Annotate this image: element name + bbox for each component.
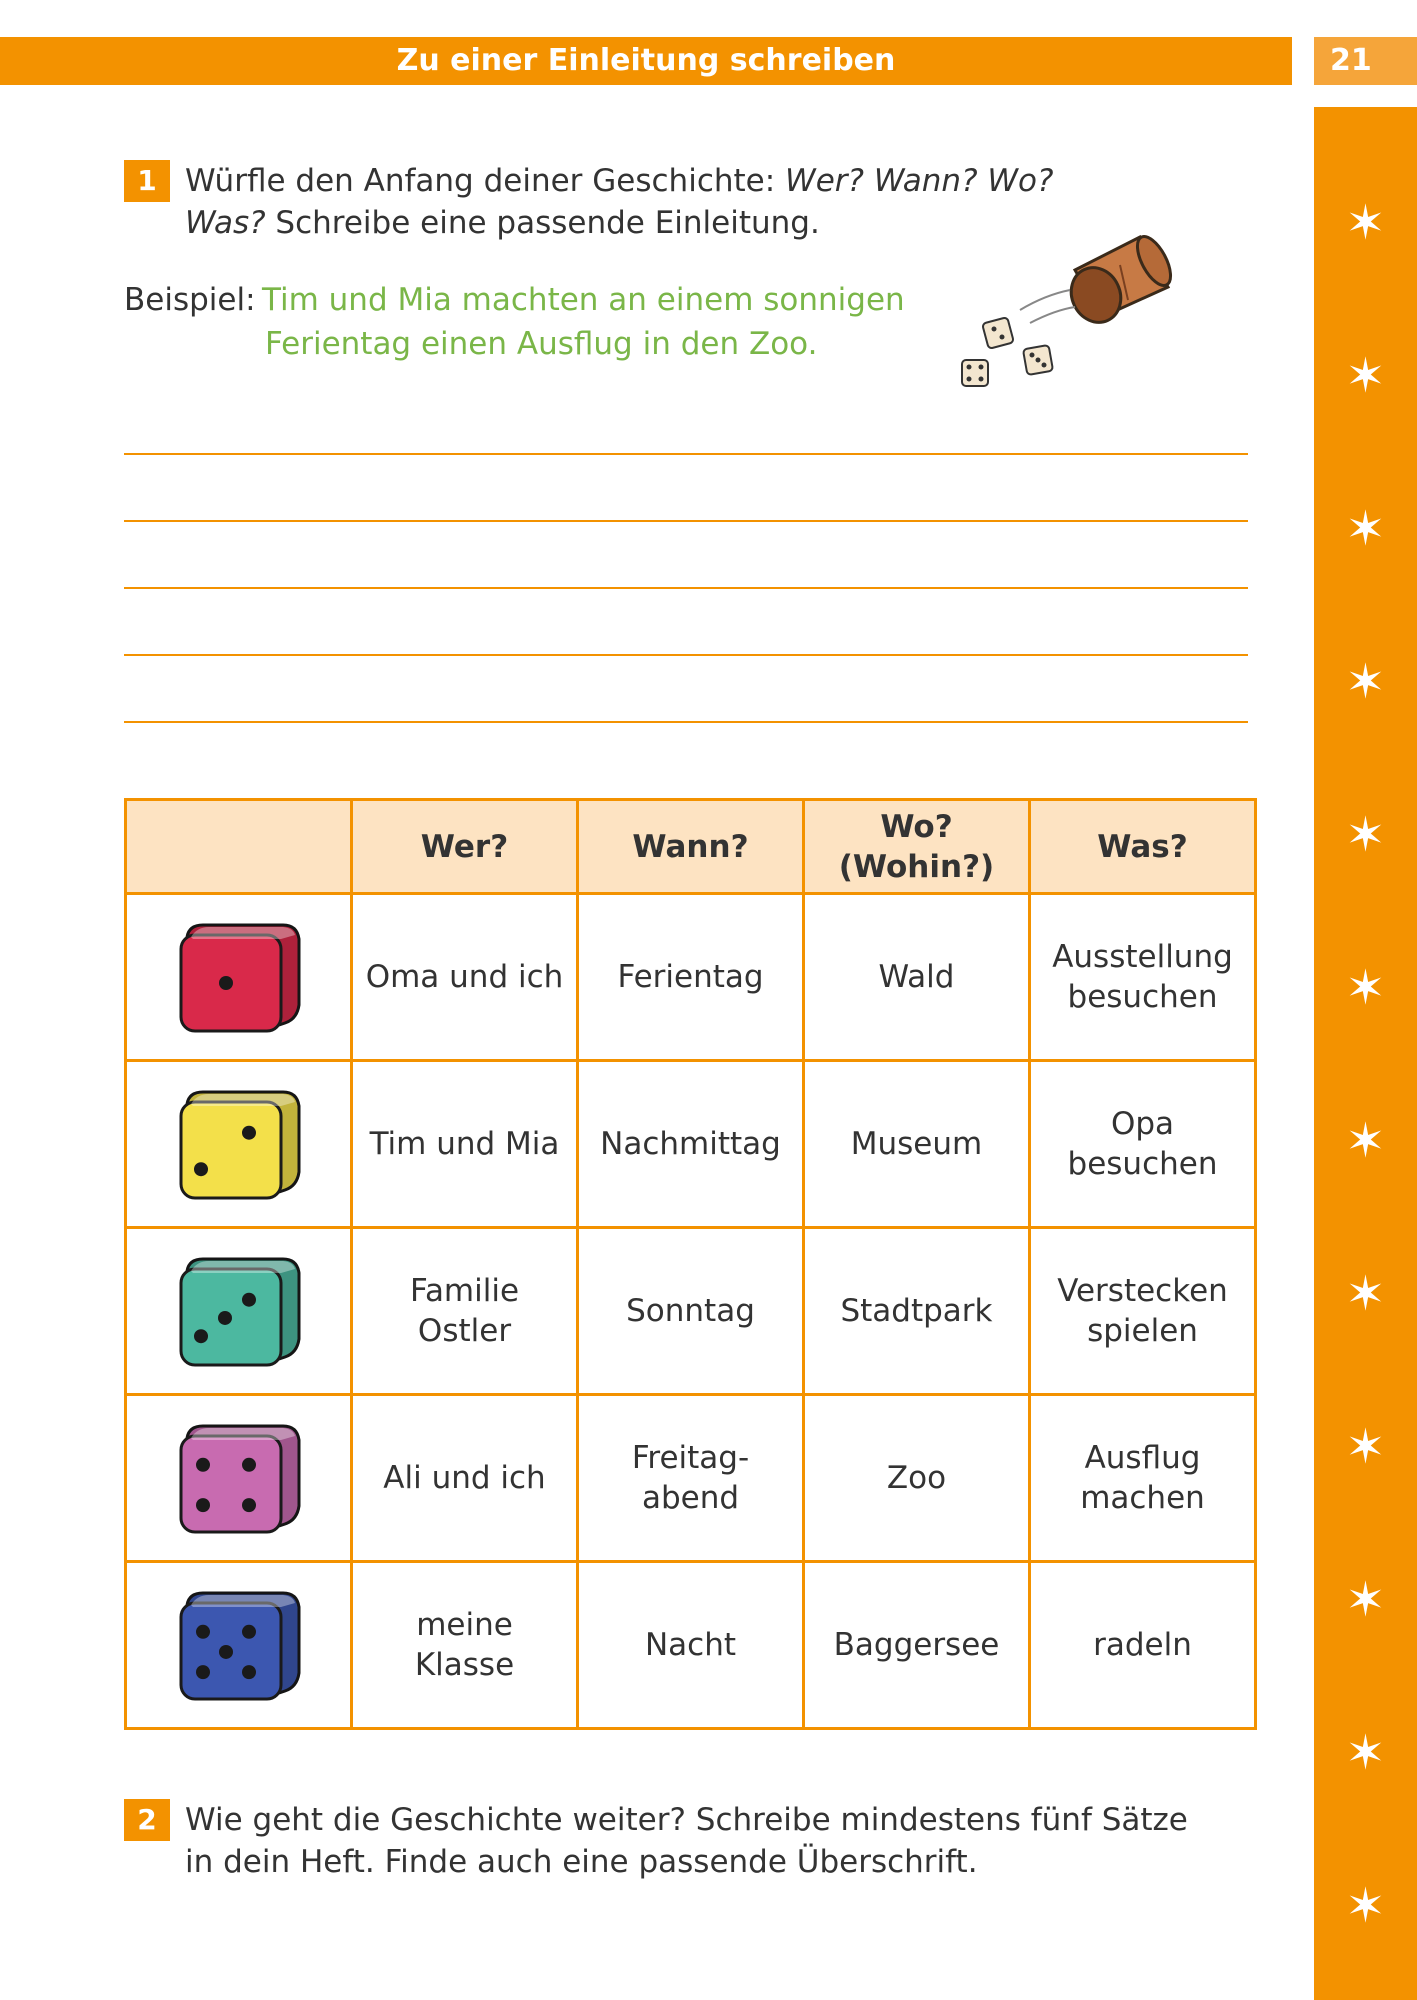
die-icon [175, 1086, 303, 1202]
star-icon: ✶ [1345, 501, 1386, 557]
task-number-2: 2 [124, 1799, 170, 1841]
table-header-wer: Wer? [352, 800, 578, 894]
small-die-icon [962, 360, 988, 386]
writing-line[interactable] [124, 587, 1248, 589]
die-pip [242, 1498, 256, 1512]
die-pip [194, 1329, 208, 1343]
die-cell [126, 1395, 352, 1562]
table-cell: Sonntag [578, 1228, 804, 1395]
star-icon: ✶ [1345, 1419, 1386, 1475]
page-number: 21 [1314, 37, 1417, 85]
star-icon: ✶ [1345, 807, 1386, 863]
table-cell: Ausstellung besuchen [1030, 894, 1256, 1061]
die-pip [218, 1311, 232, 1325]
die-cell [126, 894, 352, 1061]
star-icon: ✶ [1345, 1113, 1386, 1169]
header-bar [0, 37, 1292, 85]
table-cell: Baggersee [804, 1562, 1030, 1729]
small-die-icon [982, 317, 1014, 349]
table-row [126, 1228, 1256, 1395]
star-icon: ✶ [1345, 195, 1386, 251]
task-1-questions: Wer? Wann? Wo? [785, 163, 1054, 199]
cup-icon [1062, 232, 1177, 331]
writing-line[interactable] [124, 453, 1248, 455]
die-cell [126, 1228, 352, 1395]
table-cell: Stadtpark [804, 1228, 1030, 1395]
die-cell [126, 1562, 352, 1729]
task-1-text-2: Schreibe eine passende Einleitung. [265, 205, 820, 241]
example-label: Beispiel: [124, 282, 256, 318]
table-cell: Ali und ich [352, 1395, 578, 1562]
task-1-text: Würfle den Anfang deiner Geschichte: [185, 163, 786, 199]
table-header-was: Was? [1030, 800, 1256, 894]
die-pip [242, 1625, 256, 1639]
table-cell: Opa besuchen [1030, 1061, 1256, 1228]
table-cell: Museum [804, 1061, 1030, 1228]
writing-line[interactable] [124, 520, 1248, 522]
table-cell: meine Klasse [352, 1562, 578, 1729]
star-icon: ✶ [1345, 1725, 1386, 1781]
die-pip [196, 1625, 210, 1639]
table-cell: Nachmittag [578, 1061, 804, 1228]
table-header-wo: Wo? (Wohin?) [804, 800, 1030, 894]
die-icon [175, 1253, 303, 1369]
die-pip [194, 1162, 208, 1176]
example-line-2: Ferientag einen Ausflug in den Zoo. [265, 326, 818, 362]
table-row [126, 1061, 1256, 1228]
table-header-row [126, 800, 1256, 894]
example-text [262, 278, 942, 366]
task-2-line-2: in dein Heft. Finde auch eine passende Überschrift. [185, 1844, 978, 1880]
table-header-empty [126, 800, 352, 894]
star-icon: ✶ [1345, 1878, 1386, 1934]
die-pip [196, 1458, 210, 1472]
die-pip [196, 1498, 210, 1512]
table-row [126, 1395, 1256, 1562]
star-icon: ✶ [1345, 1572, 1386, 1628]
table-cell: Freitag- abend [578, 1395, 804, 1562]
table-cell: Verstecken spielen [1030, 1228, 1256, 1395]
writing-line[interactable] [124, 654, 1248, 656]
table-cell: Ferientag [578, 894, 804, 1061]
side-strip [1314, 107, 1417, 2000]
writing-line[interactable] [124, 721, 1248, 723]
die-cell [126, 1061, 352, 1228]
table-cell: Ausflug machen [1030, 1395, 1256, 1562]
page-title: Zu einer Einleitung schreiben [396, 43, 896, 78]
die-pip [242, 1665, 256, 1679]
table-cell: Familie Ostler [352, 1228, 578, 1395]
table-cell: Zoo [804, 1395, 1030, 1562]
table-cell: Wald [804, 894, 1030, 1061]
die-icon [175, 1587, 303, 1703]
die-icon [175, 1420, 303, 1536]
star-icon: ✶ [1345, 348, 1386, 404]
task-1-question-was: Was? [185, 205, 266, 241]
task-1-instruction [185, 160, 1053, 244]
table-cell: Oma und ich [352, 894, 578, 1061]
die-pip [219, 1645, 233, 1659]
task-number-1: 1 [124, 160, 170, 202]
example-line-1: Tim und Mia machten an einem sonnigen [262, 282, 905, 318]
table-cell: radeln [1030, 1562, 1256, 1729]
die-pip [196, 1665, 210, 1679]
small-die-icon [1023, 345, 1053, 375]
star-icon: ✶ [1345, 960, 1386, 1016]
die-icon [175, 919, 303, 1035]
die-pip [242, 1293, 256, 1307]
star-icon: ✶ [1345, 1266, 1386, 1322]
die-pip [242, 1458, 256, 1472]
table-header-wann: Wann? [578, 800, 804, 894]
die-pip [219, 976, 233, 990]
table-row [126, 1562, 1256, 1729]
task-2-line-1: Wie geht die Geschichte weiter? Schreibe mindestens fünf Sätze [185, 1802, 1188, 1838]
star-icon: ✶ [1345, 654, 1386, 710]
task-2-instruction [185, 1799, 1188, 1883]
table-row [126, 894, 1256, 1061]
dice-cup-illustration [950, 225, 1210, 395]
table-cell: Nacht [578, 1562, 804, 1729]
table-cell: Tim und Mia [352, 1061, 578, 1228]
dice-table [124, 798, 1257, 1730]
die-pip [242, 1126, 256, 1140]
